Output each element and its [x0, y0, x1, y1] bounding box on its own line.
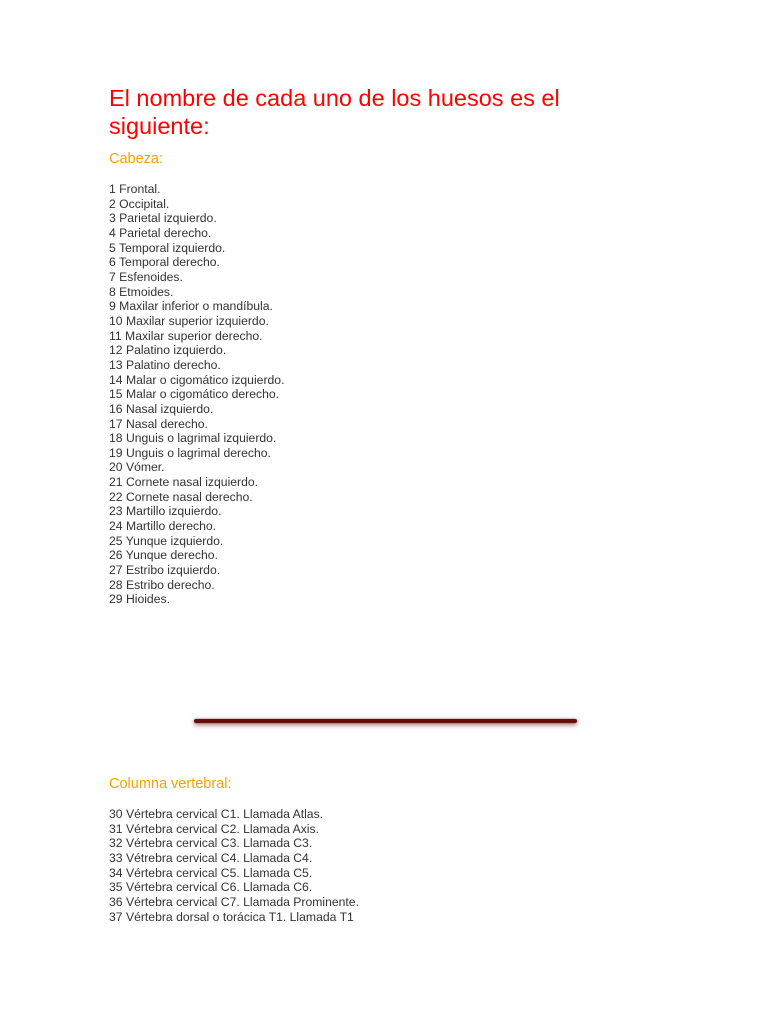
- list-item: 11 Maxilar superior derecho.: [109, 328, 263, 343]
- list-item: 24 Martillo derecho.: [109, 519, 217, 534]
- list-item: 6 Temporal derecho.: [109, 255, 220, 270]
- list-item: 8 Etmoides.: [109, 284, 174, 299]
- list-item: 33 Vétrebra cervical C4. Llamada C4.: [109, 850, 313, 865]
- bone-list-cabeza: [109, 182, 284, 607]
- list-item: 1 Frontal.: [109, 182, 161, 196]
- list-item: 31 Vértebra cervical C2. Llamada Axis.: [109, 821, 319, 836]
- list-item: 4 Parietal derecho.: [109, 225, 212, 240]
- list-item: 14 Malar o cigomático izquierdo.: [109, 372, 285, 387]
- section-heading-cabeza: Cabeza:: [109, 151, 164, 167]
- list-item: 25 Yunque izquierdo.: [109, 533, 224, 548]
- list-item: 22 Cornete nasal derecho.: [109, 489, 253, 504]
- list-item: 3 Parietal izquierdo.: [109, 211, 217, 226]
- list-item: 34 Vértebra cervical C5. Llamada C5.: [109, 865, 313, 880]
- list-item: 7 Esfenoides.: [109, 269, 183, 284]
- list-item: 29 Hioides.: [109, 592, 170, 607]
- list-item: 32 Vértebra cervical C3. Llamada C3.: [109, 836, 313, 851]
- section-heading-columna-vertebral: Columna vertebral:: [109, 776, 232, 792]
- section-divider: [194, 719, 577, 723]
- list-item: 27 Estribo izquierdo.: [109, 563, 221, 578]
- list-item: 12 Palatino izquierdo.: [109, 343, 227, 358]
- list-item: 21 Cornete nasal izquierdo.: [109, 475, 259, 490]
- list-item: 2 Occipital.: [109, 196, 170, 211]
- list-item: 35 Vértebra cervical C6. Llamada C6.: [109, 880, 313, 895]
- list-item: 17 Nasal derecho.: [109, 416, 208, 431]
- bone-list-columna-vertebral: [109, 807, 359, 924]
- list-item: 26 Yunque derecho.: [109, 548, 218, 563]
- list-item: 16 Nasal izquierdo.: [109, 401, 214, 416]
- list-item: 19 Unguis o lagrimal derecho.: [109, 445, 271, 460]
- list-item: 30 Vértebra cervical C1. Llamada Atlas.: [109, 807, 324, 821]
- list-item: 28 Estribo derecho.: [109, 577, 215, 592]
- page-title: El nombre de cada uno de los huesos es el siguiente:: [109, 85, 560, 139]
- list-item: 18 Unguis o lagrimal izquierdo.: [109, 431, 277, 446]
- list-item: 13 Palatino derecho.: [109, 357, 221, 372]
- list-item: 9 Maxilar inferior o mandíbula.: [109, 299, 273, 314]
- list-item: 20 Vómer.: [109, 460, 165, 475]
- list-item: 23 Martillo izquierdo.: [109, 504, 222, 519]
- list-item: 36 Vértebra cervical C7. Llamada Prominente.: [109, 894, 359, 909]
- list-item: 10 Maxilar superior izquierdo.: [109, 313, 269, 328]
- list-item: 37 Vértebra dorsal o torácica T1. Llamada T1: [109, 909, 354, 924]
- list-item: 15 Malar o cigomático derecho.: [109, 387, 280, 402]
- list-item: 5 Temporal izquierdo.: [109, 240, 226, 255]
